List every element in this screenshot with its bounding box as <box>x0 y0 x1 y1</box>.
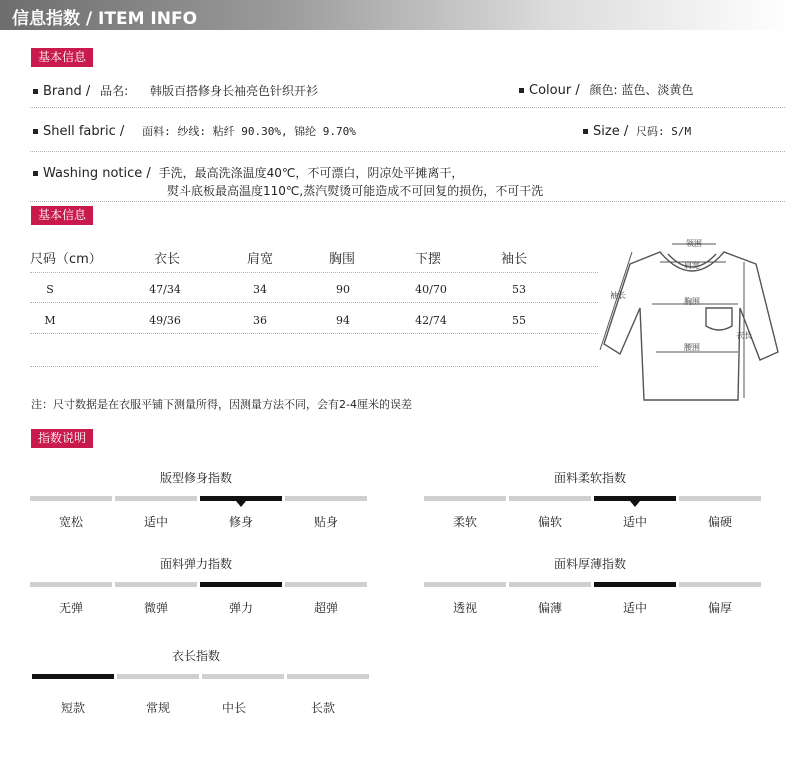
divider <box>30 107 785 108</box>
page-title: 信息指数 / ITEM INFO <box>12 9 198 29</box>
table-cell: 53 <box>512 283 526 296</box>
shell-fabric-row <box>33 123 356 139</box>
table-cell: 90 <box>336 283 350 296</box>
index-option: 常规 <box>145 701 170 715</box>
index-bar-segment <box>115 496 197 501</box>
table-cell: S <box>46 283 54 296</box>
diagram-label-collar: 领围 <box>686 239 702 248</box>
index-bar-segment <box>509 582 591 587</box>
bullet-icon <box>33 171 38 176</box>
divider <box>30 366 598 367</box>
diagram-label-waist: 腰围 <box>684 343 700 352</box>
index-bar-segment <box>679 582 761 587</box>
index-option: 适中 <box>622 515 647 529</box>
table-cell: 34 <box>253 283 267 296</box>
brand-row <box>33 82 318 99</box>
table-cell: 42/74 <box>415 314 447 327</box>
size-label: Size / <box>593 124 629 139</box>
washing-line-2: 熨斗底板最高温度110℃,蒸汽熨烫可能造成不可回复的损伤，不可干洗 <box>167 184 544 198</box>
index-title: 面料柔软指数 <box>553 471 626 485</box>
table-header-hem: 下摆 <box>414 252 441 267</box>
index-bar-segment <box>202 674 284 679</box>
washing-row <box>33 164 463 181</box>
index-option: 修身 <box>228 515 253 529</box>
divider <box>30 333 598 334</box>
table-cell: 36 <box>253 314 267 327</box>
index-bar-segment-selected <box>32 674 114 679</box>
bullet-icon <box>33 129 38 134</box>
diagram-label-sleeve: 袖长 <box>610 291 626 300</box>
colour-value: 蓝色、淡黄色 <box>621 83 694 97</box>
index-bar-segment <box>287 674 369 679</box>
garment-diagram <box>598 232 788 410</box>
section-tag-size: 基本信息 <box>31 206 93 225</box>
index-option: 宽松 <box>58 515 83 529</box>
index-option: 中长 <box>221 701 246 715</box>
index-bar-segment <box>30 582 112 587</box>
size-value: 尺码: S/M <box>636 125 692 138</box>
table-header-sleeve: 袖长 <box>500 252 527 267</box>
index-bar-segment <box>424 582 506 587</box>
index-bar-segment <box>285 582 367 587</box>
index-option: 弹力 <box>228 601 253 615</box>
selected-pointer-icon <box>630 501 640 507</box>
index-bar-segment <box>285 496 367 501</box>
index-option: 柔软 <box>452 515 477 529</box>
bullet-icon <box>519 88 524 93</box>
index-option: 长款 <box>310 701 335 715</box>
index-bar-segment <box>679 496 761 501</box>
table-header-size: 尺码（cm） <box>30 252 102 267</box>
diagram-label-shoulder: 肩宽 <box>684 261 700 270</box>
index-option: 偏硬 <box>707 515 732 529</box>
index-option: 无弹 <box>58 601 83 615</box>
index-option: 偏软 <box>537 515 562 529</box>
index-option: 偏薄 <box>537 601 562 615</box>
index-bar-segment <box>424 496 506 501</box>
index-option: 偏厚 <box>707 601 732 615</box>
divider <box>30 201 785 202</box>
selected-pointer-icon <box>236 501 246 507</box>
divider <box>30 151 785 152</box>
index-option: 适中 <box>143 515 168 529</box>
index-bar-segment <box>117 674 199 679</box>
sleeve-measure-line <box>600 252 632 350</box>
bullet-icon <box>33 89 38 94</box>
index-title: 面料厚薄指数 <box>553 557 626 571</box>
index-option: 贴身 <box>313 515 338 529</box>
shell-label: Shell fabric / <box>43 124 125 139</box>
index-option: 适中 <box>622 601 647 615</box>
diagram-label-length: 衣长 <box>736 331 752 340</box>
measurement-note: 注：尺寸数据是在衣服平铺下测量所得，因测量方法不同，会有2-4厘米的误差 <box>31 398 412 411</box>
table-cell: M <box>44 314 56 327</box>
bullet-icon <box>583 129 588 134</box>
section-tag-basic-info: 基本信息 <box>31 48 93 67</box>
pocket <box>706 308 732 330</box>
size-row <box>583 123 691 139</box>
colour-label: Colour / <box>529 83 580 98</box>
index-bar-segment-selected <box>594 582 676 587</box>
section-tag-index: 指数说明 <box>31 429 93 448</box>
colour-row <box>519 81 693 98</box>
diagram-label-chest: 胸围 <box>684 297 700 306</box>
garment-outline <box>604 252 778 400</box>
index-title: 版型修身指数 <box>159 471 232 485</box>
table-cell: 49/36 <box>149 314 181 327</box>
divider <box>30 272 598 273</box>
index-bar-segment <box>30 496 112 501</box>
table-header-chest: 胸围 <box>328 252 355 267</box>
index-title: 面料弹力指数 <box>159 557 232 571</box>
index-bar-segment <box>115 582 197 587</box>
washing-label: Washing notice / <box>43 166 151 181</box>
brand-value: 韩版百搭修身长袖亮色针织开衫 <box>149 84 318 98</box>
index-bar-segment <box>509 496 591 501</box>
table-header-shoulder: 肩宽 <box>246 252 273 267</box>
brand-cn-label: 品名: <box>100 84 129 98</box>
divider <box>30 302 598 303</box>
table-cell: 94 <box>336 314 350 327</box>
brand-label: Brand / <box>43 84 91 99</box>
index-option: 超弹 <box>313 601 338 615</box>
index-option: 短款 <box>60 701 85 715</box>
index-bar-segment-selected <box>200 582 282 587</box>
colour-cn-label: 颜色: <box>589 83 618 97</box>
index-option: 透视 <box>452 601 477 615</box>
shell-value: 面料: 纱线: 粘纤 90.30%, 锦纶 9.70% <box>142 125 356 138</box>
table-cell: 47/34 <box>149 283 181 296</box>
washing-line-1: 手洗，最高洗涤温度40℃，不可漂白，阴凉处平摊离干， <box>158 166 464 180</box>
index-option: 微弹 <box>143 601 168 615</box>
table-cell: 55 <box>512 314 526 327</box>
table-header-length: 衣长 <box>153 252 180 267</box>
table-cell: 40/70 <box>415 283 447 296</box>
index-title: 衣长指数 <box>171 649 220 663</box>
